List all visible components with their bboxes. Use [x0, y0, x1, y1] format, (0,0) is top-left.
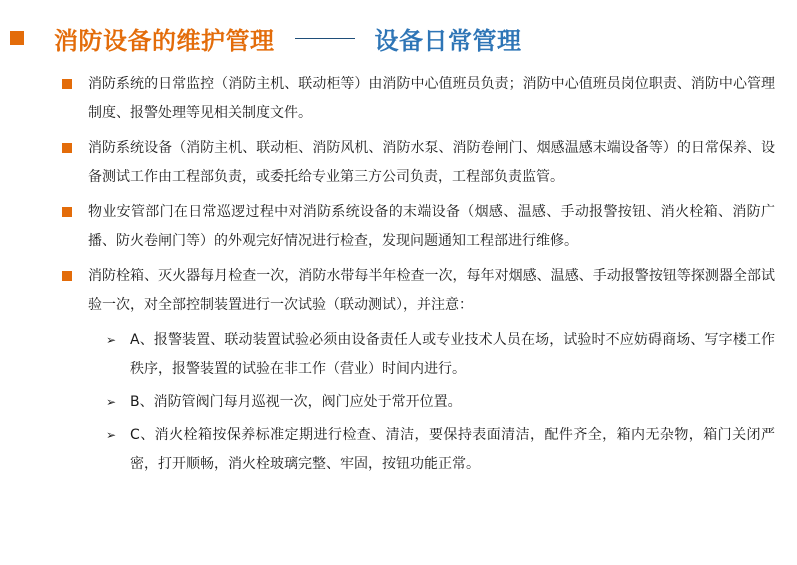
title-row: [10, 18, 522, 58]
sub-item-text: A、报警装置、联动装置试验必须由设备责任人或专业技术人员在场，试验时不应妨碍商场、写字楼工作秩序，报警装置的试验在非工作（营业）时间内进行。: [130, 332, 775, 377]
page-title: 消防设备的维护管理: [54, 26, 275, 55]
arrow-bullet-icon: ➢: [106, 428, 117, 442]
page-subtitle: 设备日常管理: [374, 26, 522, 55]
sub-item: [106, 326, 775, 384]
sub-item-text: C、消火栓箱按保养标准定期进行检查、清洁，要保持表面清洁，配件齐全，箱内无杂物，箱门关闭严密，打开顺畅，消火栓玻璃完整、牢固，按钮功能正常。: [130, 427, 775, 472]
orange-square-bullet-icon: [62, 271, 72, 281]
arrow-bullet-icon: ➢: [106, 395, 117, 409]
bullet-item: [60, 134, 775, 192]
bullet-item: [60, 198, 775, 256]
orange-square-bullet-icon: [62, 143, 72, 153]
sub-item-text: B、消防管阀门每月巡视一次，阀门应处于常开位置。: [130, 394, 462, 410]
content-body: [60, 70, 775, 483]
title-dash-divider: [295, 38, 355, 39]
orange-square-bullet-icon: [62, 79, 72, 89]
bullet-text: 物业安管部门在日常巡逻过程中对消防系统设备的末端设备（烟感、温感、手动报警按钮、消火栓箱、消防广播、防火卷闸门等）的外观完好情况进行检查，发现问题通知工程部进行维修。: [88, 204, 775, 249]
bullet-text: 消防栓箱、灭火器每月检查一次，消防水带每半年检查一次，每年对烟感、温感、手动报警按钮等探测器全部试验一次，对全部控制装置进行一次试验（联动测试），并注意：: [88, 268, 775, 313]
orange-square-bullet-icon: [62, 207, 72, 217]
bullet-text: 消防系统设备（消防主机、联动柜、消防风机、消防水泵、消防卷闸门、烟感温感末端设备等）的日常保养、设备测试工作由工程部负责，或委托给专业第三方公司负责，工程部负责监管。: [88, 140, 775, 185]
bullet-item: [60, 70, 775, 128]
bullet-item: [60, 262, 775, 320]
arrow-bullet-icon: ➢: [106, 333, 117, 347]
orange-square-icon: [10, 31, 24, 45]
bullet-text: 消防系统的日常监控（消防主机、联动柜等）由消防中心值班员负责；消防中心值班员岗位职责、消防中心管理制度、报警处理等见相关制度文件。: [88, 76, 775, 121]
sub-list: [106, 326, 775, 479]
sub-item: [106, 421, 775, 479]
sub-item: [106, 388, 775, 417]
